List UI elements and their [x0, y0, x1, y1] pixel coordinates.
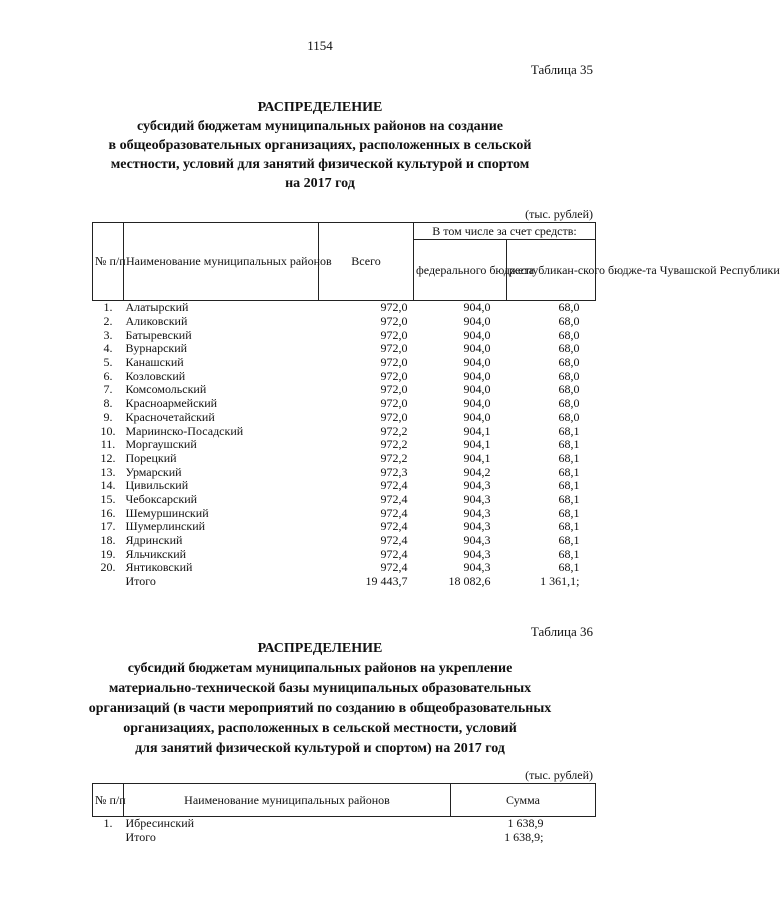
- title-line: РАСПРЕДЕЛЕНИЕ: [257, 100, 383, 115]
- table-35: [92, 222, 780, 589]
- federal-value: 904,1: [463, 437, 491, 452]
- table-row: [93, 493, 596, 507]
- title-line: организаций (в части мероприятий по созданию в общеобразовательных: [88, 701, 552, 716]
- row-number: 2.: [103, 314, 113, 329]
- row-number: 1.: [103, 816, 113, 831]
- title-line: субсидий бюджетам муниципальных районов на создание: [136, 119, 504, 134]
- federal-value: 904,0: [463, 314, 491, 329]
- district-name: Алатырский: [125, 300, 189, 315]
- row-number: 16.: [100, 505, 116, 520]
- row-number: 6.: [103, 368, 113, 383]
- row-number: 4.: [103, 341, 113, 356]
- table-row: [93, 438, 596, 452]
- republic-value: 68,1: [558, 491, 580, 506]
- table-row: [93, 561, 596, 575]
- federal-value: 904,3: [463, 546, 491, 561]
- federal-value: 904,3: [463, 533, 491, 548]
- district-name: Шемуршинский: [125, 505, 209, 520]
- district-name: Янтиковский: [125, 560, 193, 575]
- table-row: [93, 520, 596, 534]
- district-name: Урмарский: [125, 464, 182, 479]
- total-value: 972,4: [380, 491, 408, 506]
- district-name: Яльчикский: [125, 546, 187, 561]
- total-value: 972,4: [380, 519, 408, 534]
- title-line: материально-технической базы муниципальных образовательных: [108, 681, 532, 696]
- federal-value: 904,0: [463, 355, 491, 370]
- table-row: [93, 356, 596, 370]
- header-federal: федерального бюджета: [414, 240, 507, 301]
- table-row: [93, 397, 596, 411]
- row-number: 11.: [100, 437, 116, 452]
- district-name: Ибресинский: [125, 816, 195, 831]
- empty-cell: [93, 831, 124, 845]
- republic-value: 68,1: [558, 533, 580, 548]
- total-row: [93, 831, 596, 845]
- title-line: местности, условий для занятий физической культурой и спортом: [110, 157, 530, 172]
- title-line: субсидий бюджетам муниципальных районов на укрепление: [127, 661, 513, 676]
- sum-value: 1 638,9: [507, 816, 544, 831]
- total-value: 972,4: [380, 478, 408, 493]
- federal-value: 904,0: [463, 300, 491, 315]
- republic-value: 68,1: [558, 423, 580, 438]
- table-row: [93, 452, 596, 466]
- header-district-name: Наименование муниципальных районов: [124, 784, 451, 817]
- total-value: 972,0: [380, 327, 408, 342]
- grand-republic-value: 1 361,1;: [540, 574, 580, 589]
- table-row: [93, 506, 596, 520]
- total-value: 972,0: [380, 314, 408, 329]
- total-value: 972,4: [380, 533, 408, 548]
- row-number: 19.: [100, 546, 116, 561]
- row-number: 8.: [103, 396, 113, 411]
- total-value: 972,0: [380, 409, 408, 424]
- district-name: Моргаушский: [125, 437, 197, 452]
- total-value: 972,2: [380, 423, 408, 438]
- row-number: 17.: [100, 519, 116, 534]
- grand-total-value: 19 443,7: [365, 574, 408, 589]
- republic-value: 68,0: [558, 341, 580, 356]
- district-name: Цивильский: [125, 478, 189, 493]
- row-number: 3.: [103, 327, 113, 342]
- header-number: № п/п: [93, 784, 124, 817]
- title-line: на 2017 год: [285, 176, 355, 191]
- total-value: 972,3: [380, 464, 408, 479]
- header-total: Всего: [319, 223, 414, 301]
- federal-value: 904,1: [463, 450, 491, 465]
- total-label: Итого: [125, 829, 156, 844]
- table-row: [93, 534, 596, 548]
- district-name: Красночетайский: [125, 409, 215, 424]
- district-name: Козловский: [125, 368, 186, 383]
- table-row: [93, 411, 596, 425]
- district-name: Батыревский: [125, 327, 192, 342]
- table-row: [93, 301, 596, 315]
- republic-value: 68,0: [558, 300, 580, 315]
- total-value: 972,2: [380, 437, 408, 452]
- total-value: 972,0: [380, 396, 408, 411]
- title-line: для занятий физической культурой и спортом) на 2017 год: [135, 741, 505, 756]
- row-number: 15.: [100, 491, 116, 506]
- table-row: [93, 342, 596, 356]
- table-row: [93, 383, 596, 397]
- federal-value: 904,3: [463, 478, 491, 493]
- header-republic: республикан-ского бюдже-та Чувашской Республики: [507, 240, 596, 301]
- table-row: [93, 424, 596, 438]
- row-number: 12.: [100, 450, 116, 465]
- district-name: Канашский: [125, 355, 184, 370]
- federal-value: 904,0: [463, 341, 491, 356]
- republic-value: 68,0: [558, 355, 580, 370]
- grand-total-value: 1 638,9;: [504, 829, 544, 844]
- republic-value: 68,1: [558, 560, 580, 575]
- table-36-units: (тыс. рублей): [525, 768, 593, 782]
- table-35-title: [60, 98, 580, 193]
- header-group: В том числе за счет средств:: [414, 223, 596, 240]
- table-row: [93, 465, 596, 479]
- federal-value: 904,0: [463, 368, 491, 383]
- table-row: [93, 547, 596, 561]
- header-district-name: Наименование муниципальных районов: [124, 223, 319, 301]
- district-name: Мариинско-Посадский: [125, 423, 244, 438]
- district-name: Комсомольский: [125, 382, 207, 397]
- table-36-label: Таблица 36: [530, 624, 593, 639]
- federal-value: 904,3: [463, 505, 491, 520]
- total-value: 972,4: [380, 560, 408, 575]
- row-number: 1.: [103, 300, 113, 315]
- federal-value: 904,3: [463, 519, 491, 534]
- republic-value: 68,1: [558, 546, 580, 561]
- total-value: 972,0: [380, 382, 408, 397]
- table-row: [93, 369, 596, 383]
- total-value: 972,0: [380, 355, 408, 370]
- total-value: 972,0: [380, 341, 408, 356]
- table-row: [93, 479, 596, 493]
- grand-federal-value: 18 082,6: [448, 574, 491, 589]
- row-number: 7.: [103, 382, 113, 397]
- total-value: 972,0: [380, 300, 408, 315]
- federal-value: 904,0: [463, 396, 491, 411]
- federal-value: 904,1: [463, 423, 491, 438]
- row-number: 14.: [100, 478, 116, 493]
- district-name: Красноармейский: [125, 396, 218, 411]
- total-value: 972,4: [380, 505, 408, 520]
- table-row: [93, 817, 596, 831]
- row-number: 18.: [100, 533, 116, 548]
- title-line: организациях, расположенных в сельской местности, условий: [123, 721, 517, 736]
- federal-value: 904,0: [463, 327, 491, 342]
- district-name: Аликовский: [125, 314, 188, 329]
- federal-value: 904,0: [463, 409, 491, 424]
- row-number: 5.: [103, 355, 113, 370]
- header-number: № п/п: [93, 223, 124, 301]
- table-35-units: (тыс. рублей): [525, 207, 593, 221]
- table-row: [93, 328, 596, 342]
- republic-value: 68,0: [558, 314, 580, 329]
- table-36-title: [50, 631, 590, 759]
- district-name: Чебоксарский: [125, 491, 198, 506]
- row-number: 10.: [100, 423, 116, 438]
- total-row: [93, 575, 596, 589]
- republic-value: 68,1: [558, 437, 580, 452]
- header-sum: Сумма: [451, 784, 596, 817]
- republic-value: 68,1: [558, 519, 580, 534]
- table-row: [93, 315, 596, 329]
- row-number: 9.: [103, 409, 113, 424]
- republic-value: 68,1: [558, 505, 580, 520]
- table-36: [92, 783, 596, 844]
- federal-value: 904,2: [463, 464, 491, 479]
- republic-value: 68,0: [558, 327, 580, 342]
- republic-value: 68,0: [558, 368, 580, 383]
- total-value: 972,2: [380, 450, 408, 465]
- republic-value: 68,1: [558, 450, 580, 465]
- page-number: 1154: [307, 38, 333, 53]
- table-35-label: Таблица 35: [530, 62, 593, 77]
- total-label: Итого: [125, 574, 156, 589]
- row-number: 20.: [100, 560, 116, 575]
- title-line: РАСПРЕДЕЛЕНИЕ: [257, 641, 383, 656]
- total-value: 972,0: [380, 368, 408, 383]
- republic-value: 68,0: [558, 396, 580, 411]
- district-name: Ядринский: [125, 533, 183, 548]
- republic-value: 68,1: [558, 478, 580, 493]
- republic-value: 68,0: [558, 382, 580, 397]
- district-name: Порецкий: [125, 450, 177, 465]
- republic-value: 68,1: [558, 464, 580, 479]
- title-line: в общеобразовательных организациях, расположенных в сельской: [108, 138, 532, 153]
- empty-cell: [93, 575, 124, 589]
- federal-value: 904,3: [463, 560, 491, 575]
- district-name: Шумерлинский: [125, 519, 206, 534]
- republic-value: 68,0: [558, 409, 580, 424]
- district-name: Вурнарский: [125, 341, 188, 356]
- federal-value: 904,3: [463, 491, 491, 506]
- total-value: 972,4: [380, 546, 408, 561]
- row-number: 13.: [100, 464, 116, 479]
- federal-value: 904,0: [463, 382, 491, 397]
